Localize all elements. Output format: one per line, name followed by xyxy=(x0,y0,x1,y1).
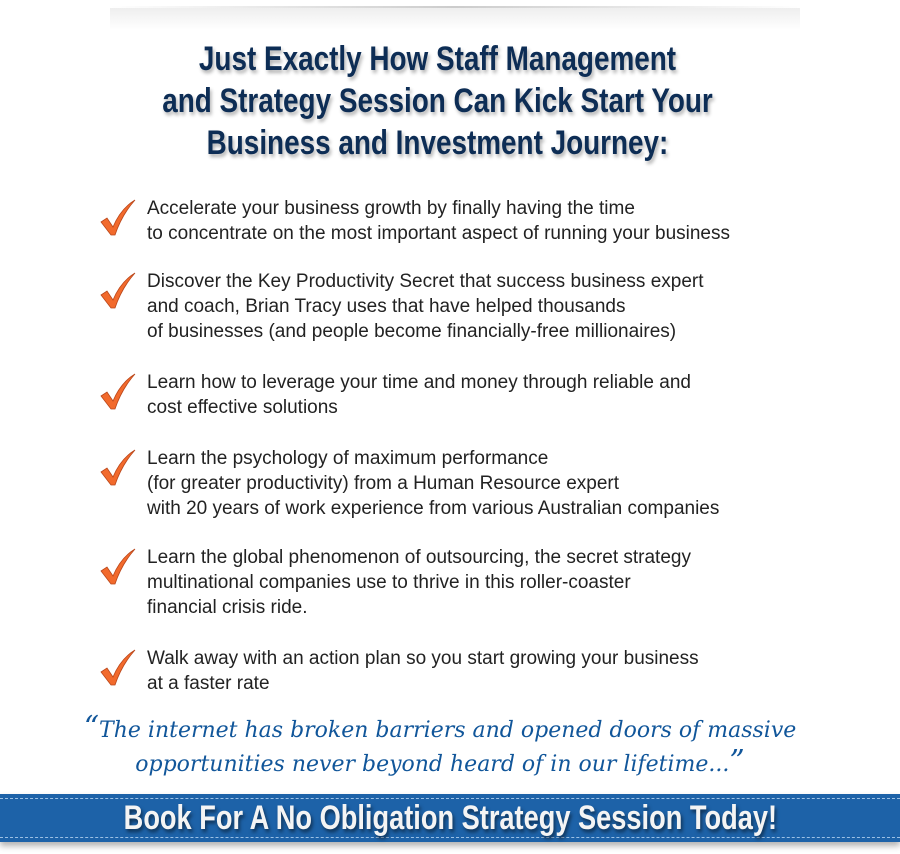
benefit-text xyxy=(147,545,867,620)
benefit-line: cost effective solutions xyxy=(147,397,338,418)
book-session-label: Book For A No Obligation Strategy Session Today! xyxy=(123,799,777,837)
benefit-line: multinational companies use to thrive in this roller-coaster xyxy=(147,572,631,593)
check-icon xyxy=(98,271,138,311)
benefit-line: Walk away with an action plan so you start growing your business xyxy=(147,648,699,669)
close-quote-mark: ” xyxy=(729,744,745,779)
benefit-text xyxy=(147,196,867,246)
check-icon xyxy=(98,648,138,688)
heading-line: and Strategy Session Can Kick Start Your xyxy=(162,82,713,120)
heading-line: Business and Investment Journey: xyxy=(206,124,669,162)
heading-line: Just Exactly How Staff Management xyxy=(198,40,677,78)
check-icon xyxy=(98,198,138,238)
benefit-line: Discover the Key Productivity Secret that success business expert xyxy=(147,271,704,292)
check-icon xyxy=(98,448,138,488)
benefit-text xyxy=(147,646,867,696)
benefit-line: Learn how to leverage your time and money through reliable and xyxy=(147,372,691,393)
book-session-button[interactable] xyxy=(0,794,900,842)
top-divider xyxy=(110,6,800,8)
benefit-text xyxy=(147,370,867,420)
quote-line: opportunities never beyond heard of in our lifetime... xyxy=(135,752,730,777)
cta-banner[interactable] xyxy=(0,794,900,842)
check-icon xyxy=(98,372,138,412)
page-heading xyxy=(0,38,875,164)
benefit-line: Learn the global phenomenon of outsourcing, the secret strategy xyxy=(147,547,691,568)
benefit-line: to concentrate on the most important aspect of running your business xyxy=(147,223,730,244)
benefit-line: (for greater productivity) from a Human Resource expert xyxy=(147,473,620,494)
open-quote-mark: “ xyxy=(83,710,100,745)
check-icon xyxy=(98,547,138,587)
testimonial-quote xyxy=(0,712,880,780)
benefit-line: at a faster rate xyxy=(147,673,270,694)
benefit-line: Accelerate your business growth by finally having the time xyxy=(147,198,635,219)
benefit-text xyxy=(147,269,867,344)
benefit-line: with 20 years of work experience from various Australian companies xyxy=(147,498,720,519)
benefit-line: and coach, Brian Tracy uses that have helped thousands xyxy=(147,296,626,317)
top-shadow xyxy=(110,8,800,30)
benefit-text xyxy=(147,446,867,521)
benefit-line: of businesses (and people become financially-free millionaires) xyxy=(147,321,677,342)
quote-line: The internet has broken barriers and opened doors of massive xyxy=(99,718,797,743)
benefit-line: Learn the psychology of maximum performance xyxy=(147,448,549,469)
benefit-line: financial crisis ride. xyxy=(147,597,308,618)
